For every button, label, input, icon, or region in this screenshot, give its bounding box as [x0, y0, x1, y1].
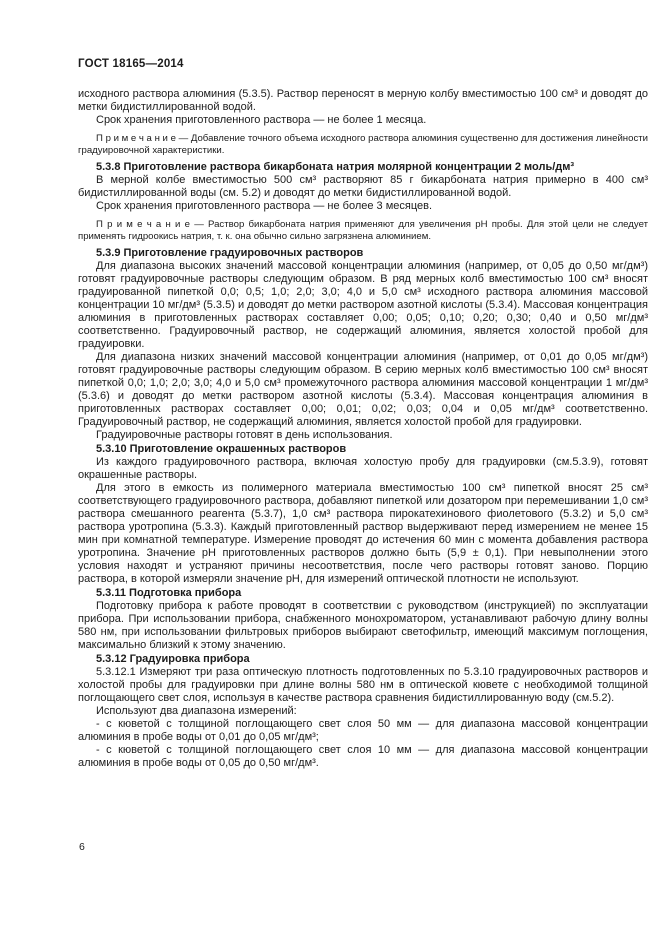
list-item: - с кюветой с толщиной поглощающего свет слоя 10 мм — для диапазона массовой концентрации алюминия в пробе воды от 0,05 до 0,50 мг/дм³. — [78, 744, 648, 769]
body-paragraph: Срок хранения приготовленного раствора — не более 1 месяца. — [96, 114, 427, 126]
body-paragraph: Подготовку прибора к работе проводят в соответствии с руководством (инструкцией) по эксплуатации прибора. При использовании прибора, снабженного монохроматором, устанавливают рабочую длину волны 580 нм, при использовании фильтровых приборов выбирают светофильтр, имеющий максимум поглощения, максимально близкий к этому значению. — [78, 600, 648, 651]
list-item: - с кюветой с толщиной поглощающего свет слоя 50 мм — для диапазона массовой концентрации алюминия в пробе воды от 0,01 до 0,05 мг/дм³; — [78, 718, 648, 743]
body-paragraph: 5.3.12.1 Измеряют три раза оптическую плотность подготовленных по 5.3.10 градуировочных растворов и холостой пробы для градуировки при длине волны 580 нм в оптической кювете с необходимой толщиной поглощающего свет слоя, используя в качестве раствора сравнения бидистиллированную воду (см.5.2). — [78, 666, 648, 704]
section-heading: 5.3.10 Приготовление окрашенных растворов — [96, 443, 347, 455]
page-body — [78, 88, 648, 770]
body-paragraph: В мерной колбе вместимостью 500 см³ растворяют 85 г бикарбоната натрия примерно в 400 см³ бидистиллированной воды (см. 5.2) и доводят до метки бидистиллированной водой. — [78, 174, 648, 199]
body-paragraph: Срок хранения приготовленного раствора — не более 3 месяцев. — [96, 200, 433, 212]
body-paragraph-continuation: исходного раствора алюминия (5.3.5). Раствор переносят в мерную колбу вместимостью 100 см³ и доводят до метки бидистиллированной водой. — [78, 88, 648, 113]
section-heading: 5.3.12 Градуировка прибора — [96, 653, 250, 665]
section-heading: 5.3.11 Подготовка прибора — [96, 587, 242, 599]
note-paragraph: П р и м е ч а н и е — Добавление точного объема исходного раствора алюминия существенно для достижения линейности градуировочной характеристики. — [78, 133, 648, 156]
document-title: ГОСТ 18165—2014 — [78, 58, 184, 70]
body-paragraph: Градуировочные растворы готовят в день использования. — [96, 429, 393, 441]
body-paragraph: Используют два диапазона измерений: — [96, 705, 297, 717]
body-paragraph: Для диапазона низких значений массовой концентрации алюминия (например, от 0,01 до 0,05 мг/дм³) готовят градуировочные растворы следующим образом. В серию мерных колб вместимостью 100 см³ вносят пипеткой 0,0; 1,0; 2,0; 3,0; 4,0 и 5,0 см³ промежуточного раствора алюминия массовой концентрации 1 мг/дм³ (5.3.6) и доводят до метки раствором азотной кислоты (5.3.4). Массовая концентрация алюминия в приготовленных растворах составляет 0,00; 0,01; 0,02; 0,03; 0,04 и 0,05 мг/дм³ соответственно. Градуировочный раствор, не содержащий алюминия, является холостой пробой для градуировки. — [78, 351, 648, 428]
section-heading: 5.3.9 Приготовление градуировочных растворов — [96, 247, 364, 259]
page-number: 6 — [79, 841, 85, 853]
body-paragraph: Для этого в емкость из полимерного материала вместимостью 100 см³ пипеткой вносят 25 см³ соответствующего градуировочного раствора, добавляют пипеткой или дозатором при перемешивании 1,0 см³ раствора смешанного реагента (5.3.7), 1,0 см³ раствора пирокатехинового фиолетового (5.3.2) и 5,0 см³ раствора уротропина (5.3.3). Каждый приготовленный раствор выдерживают перед измерением не менее 15 мин при комнатной температуре. Измерение проводят до истечения 60 мин с момента добавления раствора уротропина. Значение рН приготовленных растворов должно быть (5,9 ± 0,1). При невыполнении этого условия находят и устраняют причины несоответствия, после чего растворы готовят заново. Порцию раствора, в которой измеряли значение рН, для измерений оптической плотности не используют. — [78, 482, 648, 585]
body-paragraph: Из каждого градуировочного раствора, включая холостую пробу для градуировки (см.5.3.9), готовят окрашенные растворы. — [78, 456, 648, 481]
section-heading: 5.3.8 Приготовление раствора бикарбоната натрия молярной концентрации 2 моль/дм³ — [96, 161, 575, 173]
body-paragraph: Для диапазона высоких значений массовой концентрации алюминия (например, от 0,05 до 0,50 мг/дм³) готовят градуировочные растворы следующим образом. В ряд мерных колб вместимостью 100 см³ вносят градуированной пипеткой 0,0; 0,5; 1,0; 2,0; 3,0; 4,0 и 5,0 см³ исходного раствора алюминия массовой концентрации 10 мг/дм³ (5.3.5) и доводят до метки раствором азотной кислоты (5.3.4). Массовая концентрация алюминия в приготовленных растворах составляет 0,00; 0,05; 0,10; 0,20; 0,30; 0,40 и 0,50 мг/дм³ соответственно. Градуировочный раствор, не содержащий алюминия, является холостой пробой для градуировки. — [78, 260, 648, 350]
note-paragraph: П р и м е ч а н и е — Раствор бикарбоната натрия применяют для увеличения рН пробы. Для этой цели не следует применять гидроокись натрия, т. к. она обычно сильно загрязнена алюминием. — [78, 219, 648, 242]
